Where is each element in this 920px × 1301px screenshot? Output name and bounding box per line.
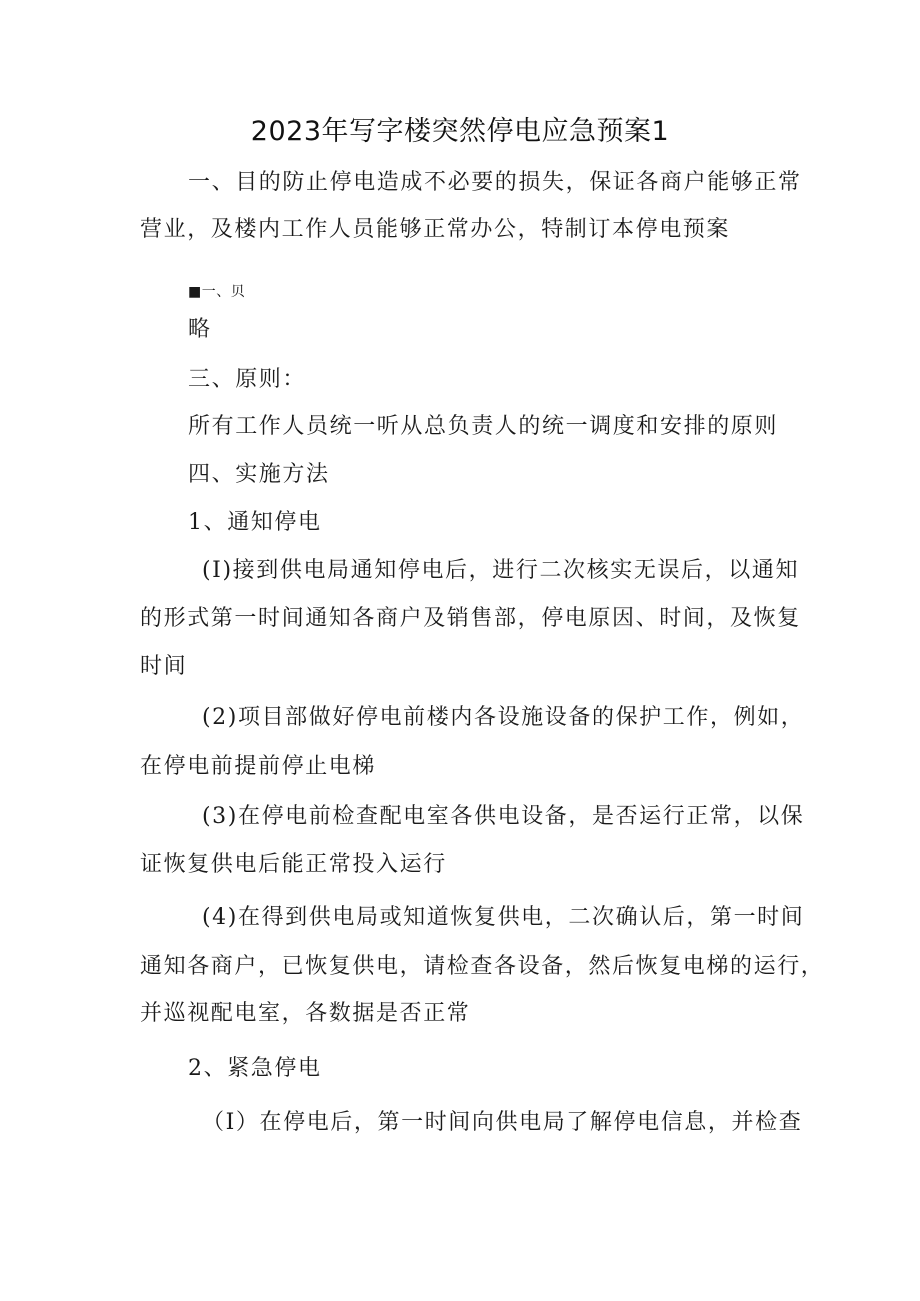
paragraph-line: （I）在停电后，第一时间向供电局了解停电信息，并检查 — [202, 1110, 803, 1135]
subsection-heading: 2、紧急停电 — [188, 1056, 322, 1081]
section-heading-garbled: ■一、贝 — [188, 284, 246, 300]
paragraph-line: 营业，及楼内工作人员能够正常办公，特制订本停电预案 — [140, 217, 731, 242]
paragraph-line: (2)项目部做好停电前楼内各设施设备的保护工作，例如， — [202, 705, 805, 730]
paragraph-line: (4)在得到供电局或知道恢复供电，二次确认后，第一时间 — [202, 905, 805, 930]
paragraph-line: 证恢复供电后能正常投入运行 — [140, 852, 447, 877]
paragraph-line: 在停电前提前停止电梯 — [140, 754, 377, 779]
paragraph-line: 并巡视配电室，各数据是否正常 — [140, 1001, 471, 1026]
subsection-heading: 1、通知停电 — [188, 510, 322, 535]
paragraph-line: (3)在停电前检查配电室各供电设备，是否运行正常，以保 — [202, 804, 805, 829]
paragraph-line: 通知各商户，已恢复供电，请检查各设备，然后恢复电梯的运行， — [140, 954, 825, 979]
section-heading: 四、实施方法 — [188, 462, 330, 487]
paragraph-line: 略 — [188, 317, 212, 342]
paragraph-line: 的形式第一时间通知各商户及销售部，停电原因、时间，及恢复 — [140, 606, 801, 631]
document-title: 2023年写字楼突然停电应急预案1 — [250, 116, 670, 147]
paragraph-line: 所有工作人员统一听从总负责人的统一调度和安排的原则 — [188, 414, 779, 439]
paragraph-line: 一、目的防止停电造成不必要的损失，保证各商户能够正常 — [188, 170, 802, 195]
section-heading: 三、原则： — [188, 367, 307, 392]
paragraph-line: 时间 — [140, 654, 188, 679]
paragraph-line: (I)接到供电局通知停电后，进行二次核实无误后，以通知 — [202, 558, 800, 583]
